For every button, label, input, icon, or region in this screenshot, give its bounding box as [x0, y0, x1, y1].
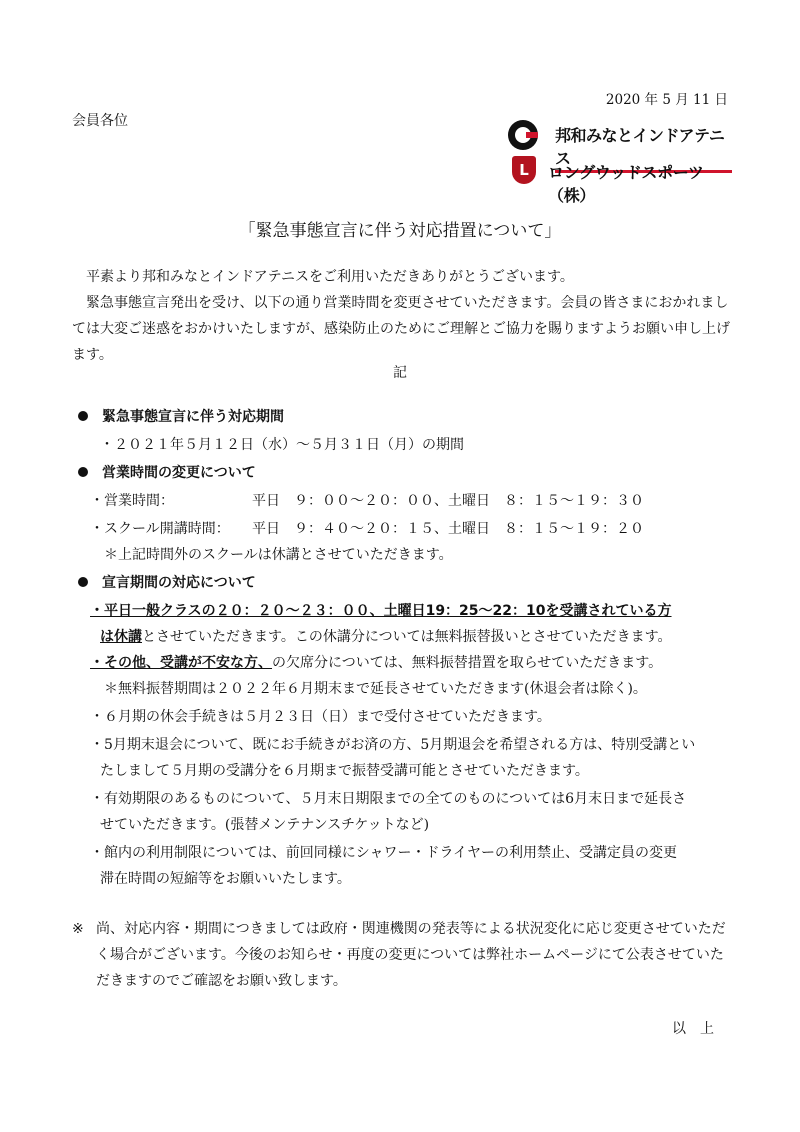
- note-mark: ※: [72, 921, 84, 937]
- item2-bold: ・その他、受講が不安な方、: [90, 655, 272, 671]
- item4-line-2: たしまして５月期の受講分を６月期まで振替受講可能とさせていただきます。: [100, 763, 589, 779]
- hours-label: ・営業時間：: [90, 493, 174, 509]
- bullet-icon: [78, 577, 88, 587]
- item6-line-1: ・館内の利用制限については、前回同様にシャワー・ドライヤーの利用禁止、受講定員の変更: [90, 845, 678, 861]
- item1-bold-suffix: は休講: [100, 629, 142, 645]
- hours-value: 平日 ９：００～２０：００、土曜日 ８：１５～１９：３０: [252, 493, 644, 509]
- item5-line-2: せていただきます。(張替メンテナンスチケットなど): [100, 817, 430, 833]
- school-value: 平日 ９：４０～２０：１５、土曜日 ８：１５～１９：２０: [252, 521, 644, 537]
- ki-marker: 記: [393, 365, 407, 381]
- period-text: ・２０２１年５月１２日（水）～５月３１日（月）の期間: [100, 437, 464, 453]
- intro-line-1: 平素より邦和みなとインドアテニスをご利用いただきありがとうございます。: [86, 269, 574, 285]
- bullet-icon: [78, 411, 88, 421]
- section-heading-period: 緊急事態宣言に伴う対応期間: [78, 406, 284, 426]
- company-logo: [512, 156, 738, 205]
- item1-rest: とさせていただきます。この休講分については無料振替扱いとさせていただきます。: [142, 629, 672, 645]
- item1-line-2: [100, 626, 671, 646]
- closing-mark: 以上: [672, 1021, 728, 1037]
- item4-line-1: ・5月期末退会について、既にお手続きがお済の方、5月期退会を希望される方は、特別受講とい: [90, 737, 696, 753]
- item5-line-1: ・有効期限のあるものについて、５月末日期限までの全てのものについては6月末日まで延長さ: [90, 791, 687, 807]
- item2-line: [90, 652, 662, 672]
- item3: ・６月期の休会手続きは５月２３日（日）まで受付させていただきます。: [90, 709, 551, 725]
- page-title: 「緊急事態宣言に伴う対応措置について」: [238, 221, 562, 241]
- document-date: 2020 年 5 月 11 日: [605, 92, 728, 108]
- school-label: ・スクール開講時間：: [90, 521, 230, 537]
- club-logo: [508, 120, 732, 168]
- item2-rest: の欠席分については、無料振替措置を取らせていただきます。: [272, 655, 663, 671]
- section-heading-hours: 営業時間の変更について: [78, 462, 256, 482]
- note-text: 尚、対応内容・期間につきましては政府・関連機関の発表等による状況変化に応じ変更させていただく場合がございます。今後のお知らせ・再度の変更については弊社ホームページにて公表させていただきますのでご確認をお願い致します。: [96, 921, 726, 989]
- bullet-icon: [78, 467, 88, 477]
- item2-note: ＊無料振替期間は２０２２年６月期末まで延長させていただきます(休退会者は除く)。: [104, 681, 647, 697]
- club-name: 邦和みなとインドアテニス: [555, 123, 732, 173]
- intro-line-2: 緊急事態宣言発出を受け、以下の通り営業時間を変更させていただきます。会員の皆さまにおかれましては大変ご迷惑をおかけいたしますが、感染防止のためにご理解とご協力を賜りますようお願い申し上げます。: [72, 295, 730, 363]
- club-logo-icon: [508, 120, 538, 150]
- section-heading-measures: 宣言期間の対応について: [78, 572, 256, 592]
- item1-bold-line: ・平日一般クラスの２０：２０～２３：００、土曜日19：25～22：10を受講されている方: [90, 603, 672, 619]
- item6-line-2: 滞在時間の短縮等をお願いいたします。: [100, 871, 351, 887]
- addressee: 会員各位: [72, 113, 128, 129]
- school-note: ＊上記時間外のスクールは休講とさせていただきます。: [104, 547, 453, 563]
- company-name: ロングウッドスポーツ（株）: [548, 163, 704, 205]
- company-logo-icon: L: [512, 156, 536, 184]
